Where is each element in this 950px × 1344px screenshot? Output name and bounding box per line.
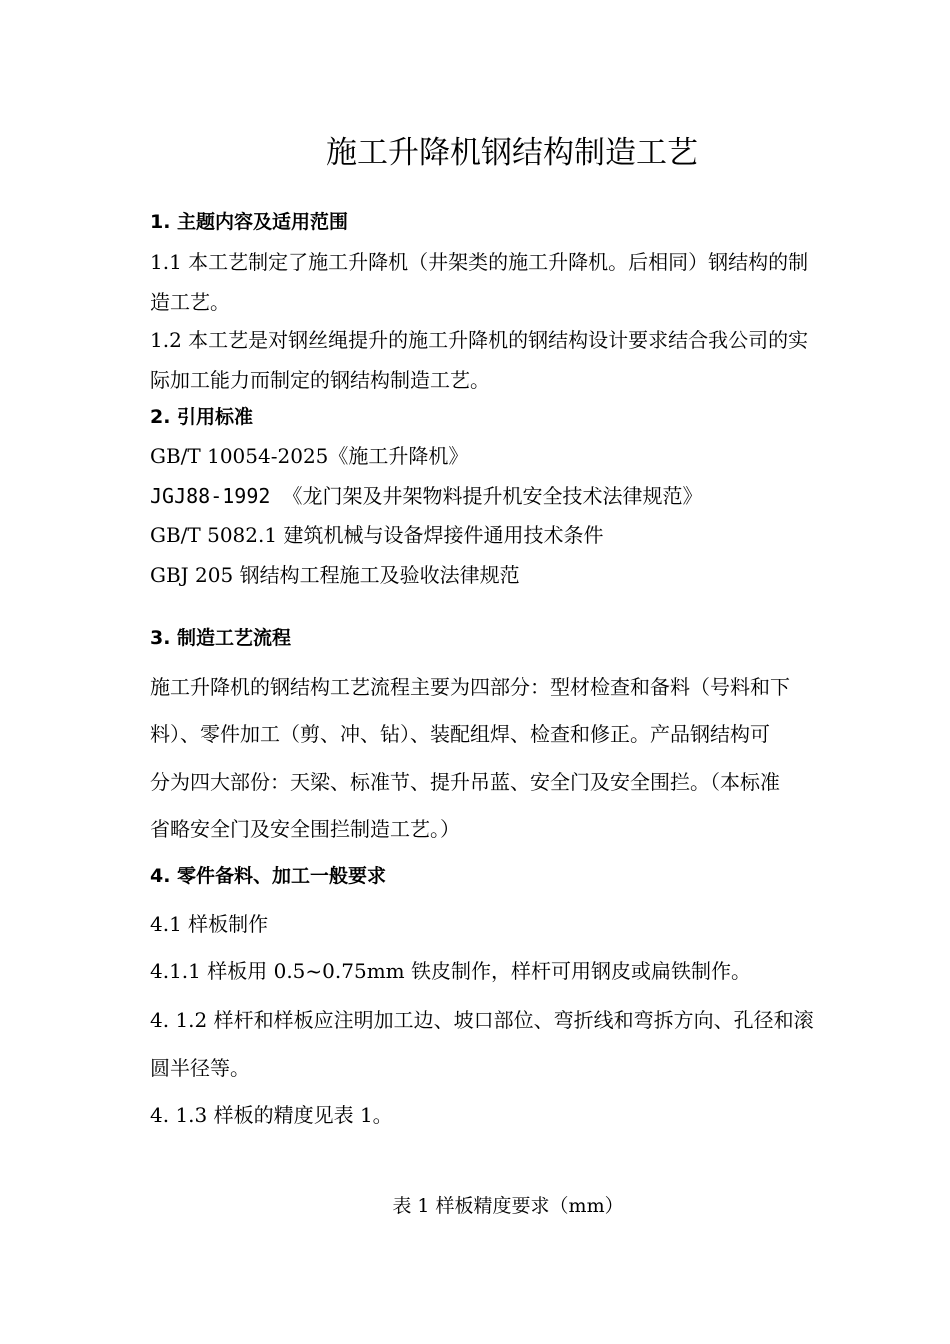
section-3-line-1: 施工升降机的钢结构工艺流程主要为四部分：型材检查和备料（号料和下 [150,675,790,699]
reference-3: GB/T 5082.1 建筑机械与设备焊接件通用技术条件 [150,523,604,547]
section-4-1-2-line-1: 4. 1.2 样杆和样板应注明加工边、坡口部位、弯折线和弯拆方向、孔径和滚 [150,1008,814,1032]
section-3-heading: 3. 制造工艺流程 [150,627,292,649]
section-4-heading: 4. 零件备料、加工一般要求 [150,865,387,887]
section-3-line-4: 省略安全门及安全围拦制造工艺。） [150,817,460,841]
section-3-line-2: 料）、零件加工（剪、冲、钻）、装配组焊、检查和修正。产品钢结构可 [150,722,770,746]
section-1-heading: 1. 主题内容及适用范围 [150,211,349,233]
section-1-1-line-1: 1.1 本工艺制定了施工升降机（井架类的施工升降机。后相同）钢结构的制 [150,250,809,274]
section-4-1-1: 4.1.1 样板用 0.5~0.75mm 铁皮制作，样杆可用钢皮或扁铁制作。 [150,959,751,983]
reference-2 [150,482,880,510]
section-2-heading: 2. 引用标准 [150,406,254,428]
reference-1: GB/T 10054-2025《施工升降机》 [150,444,469,468]
section-1-2-line-1: 1.2 本工艺是对钢丝绳提升的施工升降机的钢结构设计要求结合我公司的实 [150,328,809,352]
reference-2-text: JGJ88-1992 《龙门架及井架物料提升机安全技术法律规范》 [150,484,703,508]
document-title: 施工升降机钢结构制造工艺 [326,135,698,171]
reference-4: GBJ 205 钢结构工程施工及验收法律规范 [150,563,520,587]
section-4-1-2-line-2: 圆半径等。 [150,1056,250,1080]
table-caption: 表 1 样板精度要求（mm） [392,1195,624,1217]
section-3-line-3: 分为四大部份：天梁、标准节、提升吊蓝、安全门及安全围拦。（本标准 [150,770,780,794]
section-1-2-line-2: 际加工能力而制定的钢结构制造工艺。 [150,368,490,392]
section-4-1-3: 4. 1.3 样板的精度见表 1。 [150,1103,393,1127]
section-4-1: 4.1 样板制作 [150,912,269,936]
section-1-1-line-2: 造工艺。 [150,290,230,314]
